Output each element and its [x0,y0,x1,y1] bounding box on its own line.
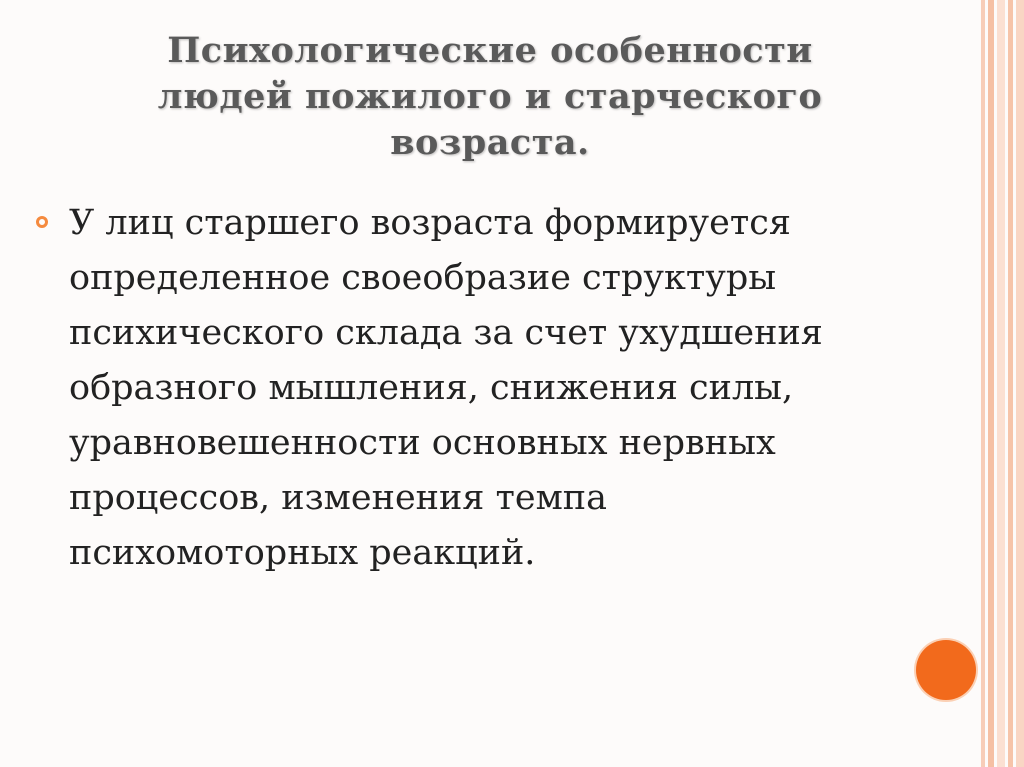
bullet-text-line: процессов, изменения темпа [69,478,608,518]
decorative-stripe [1008,0,1013,767]
bullet-text-line: уравновешенности основных нервных [69,423,776,463]
decorative-circle [916,640,976,700]
slide-title-line: Психологические особенности [167,30,813,71]
slide-title [60,28,920,166]
bullet-text-line: образного мышления, снижения силы, [69,368,794,408]
bullet-text-line: психического склада за счет ухудшения [69,313,823,353]
bullet-text-line: У лиц старшего возраста формируется [69,203,791,243]
bullet-ring-icon [36,216,48,228]
bullet-text-line: психомоторных реакций. [69,533,536,573]
bullet-item [36,196,936,581]
decorative-stripe [988,0,994,767]
decorative-stripe [997,0,1005,767]
bullet-text-line: определенное своеобразие структуры [69,258,777,298]
slide-title-line: возраста. [390,122,590,163]
slide-title-line: людей пожилого и старческого [157,76,823,117]
decorative-stripe [981,0,985,767]
bullet-text [69,196,936,581]
decorative-stripe [1016,0,1024,767]
